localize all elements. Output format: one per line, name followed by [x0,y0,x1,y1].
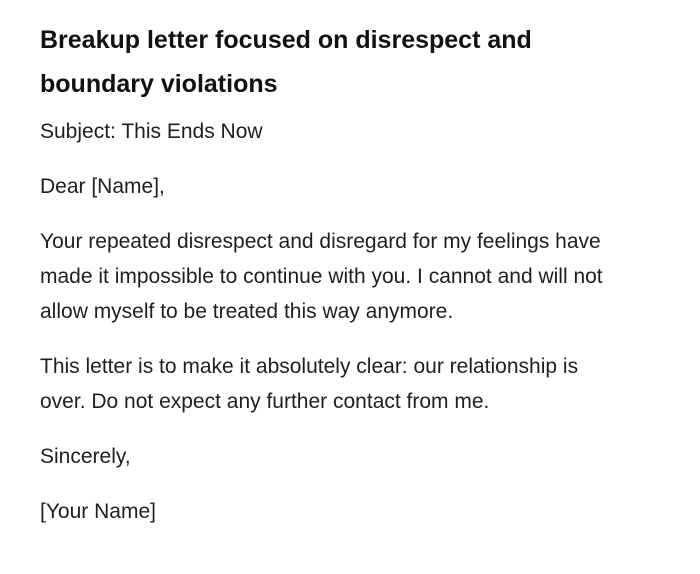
letter-title: Breakup letter focused on disrespect and boundary violations [40,26,532,98]
letter-body-paragraph: Your repeated disrespect and disregard for my feelings have made it impossible to continue with you. I cannot and will not allow myself to be treated this way anymore. [40,230,603,323]
letter-signature: [Your Name] [40,500,156,523]
letter-salutation: Dear [Name], [40,175,165,198]
letter-body-paragraph: This letter is to make it absolutely clear: our relationship is over. Do not expect any further contact from me. [40,355,579,413]
letter-closing: Sincerely, [40,445,131,468]
letter-subject-line: Subject: This Ends Now [40,120,263,143]
